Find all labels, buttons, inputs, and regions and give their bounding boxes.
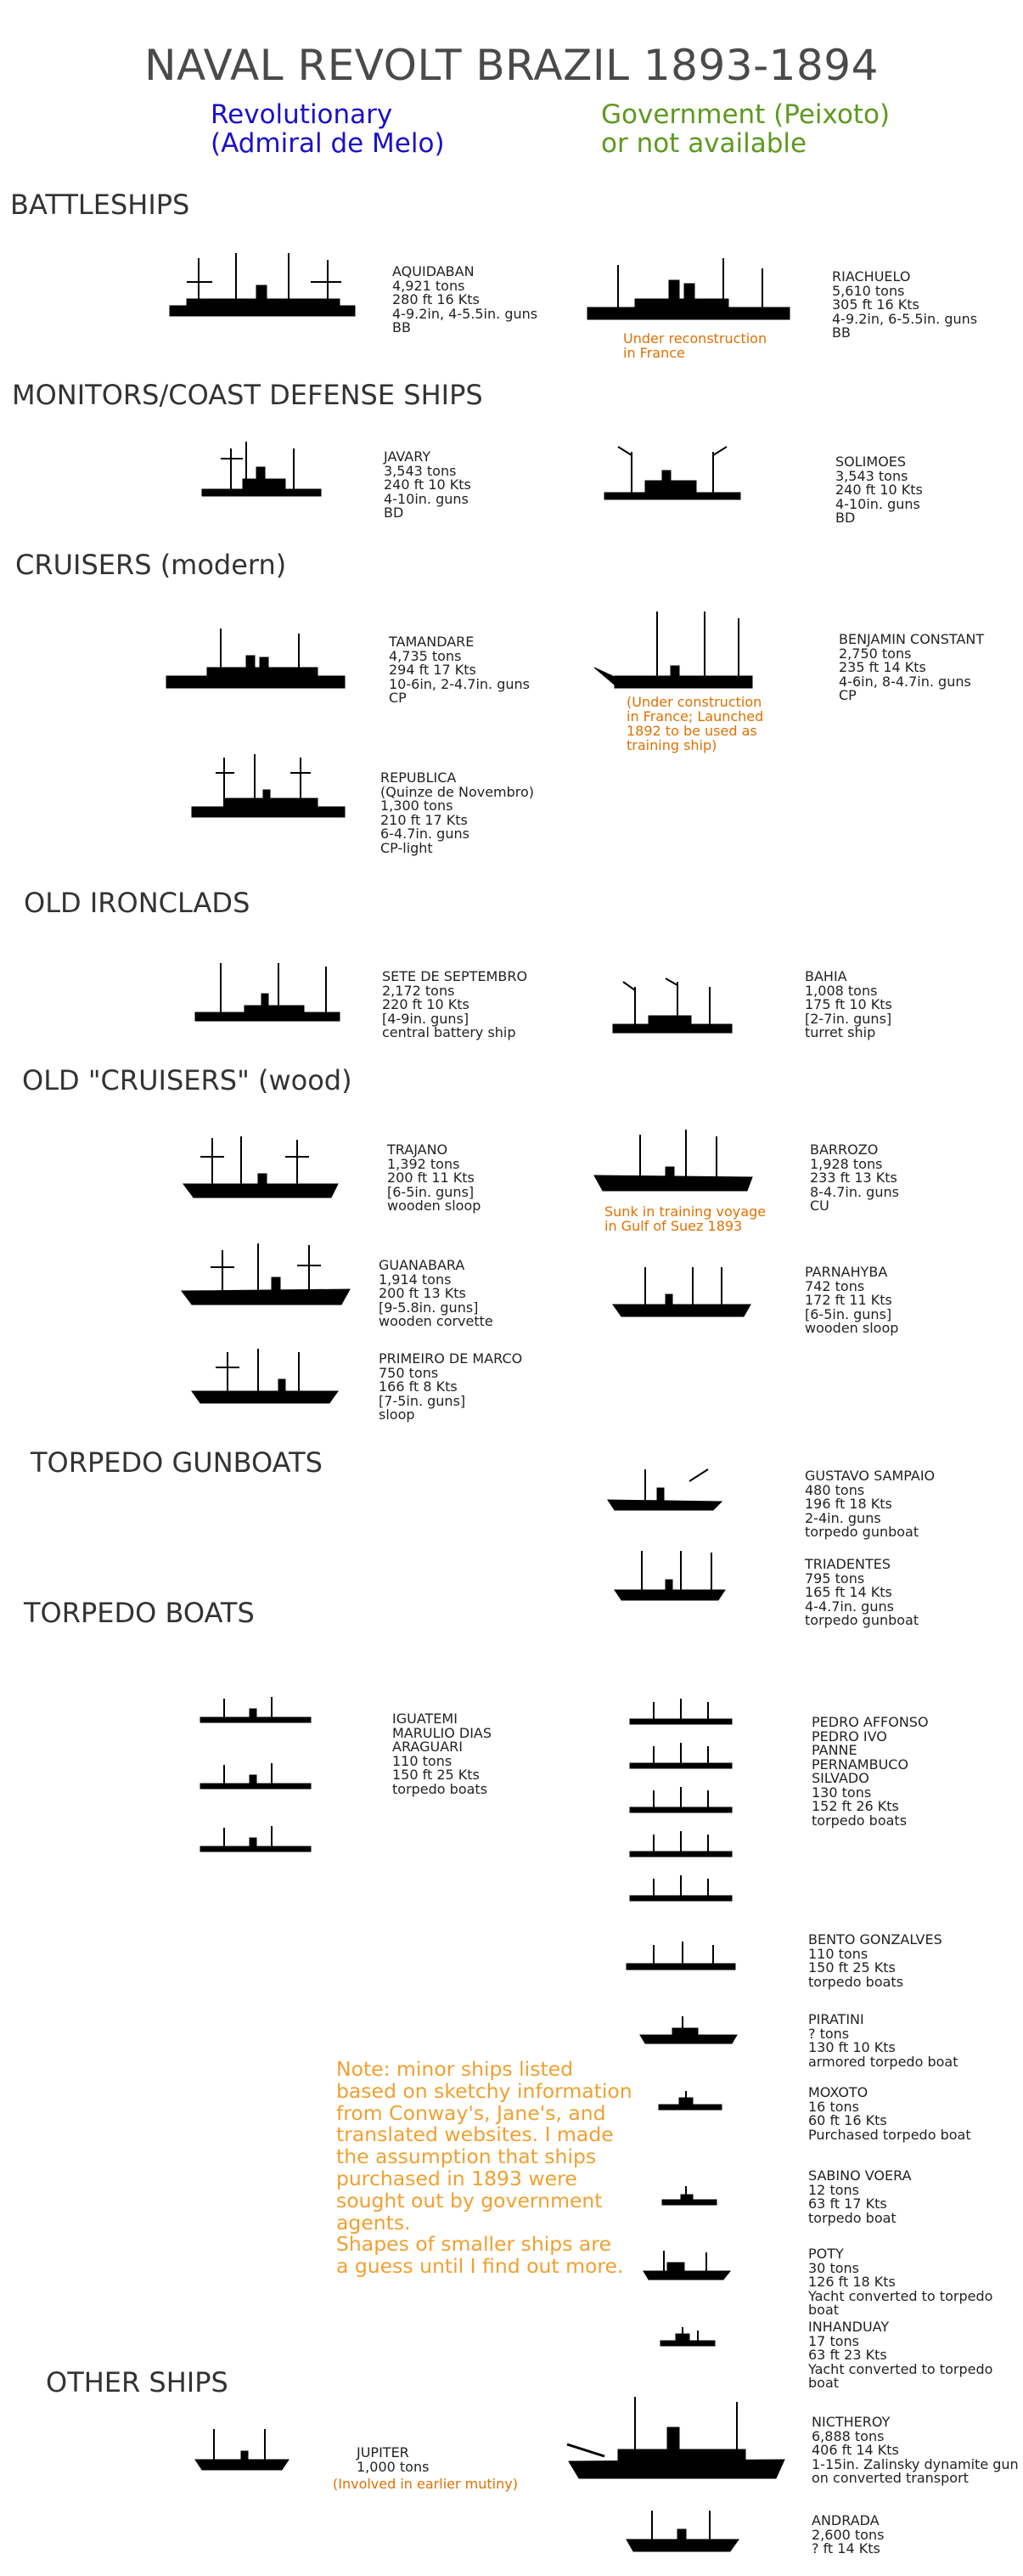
ship-silhouette-sabino-voera [660, 2184, 720, 2210]
ship-info-triadentes: TRIADENTES 795 tons 165 ft 14 Kts 4-4.7in. guns torpedo gunboat [805, 1556, 919, 1628]
ship-note-jupiter: (Involved in earlier mutiny) [333, 2476, 518, 2492]
ship-silhouette-barrozo [594, 1130, 756, 1198]
ship-silhouette-bento-gonzalves [625, 1940, 744, 1977]
page-title: NAVAL REVOLT BRAZIL 1893-1894 [144, 41, 879, 90]
ship-info-parnahyba: PARNAHYBA 742 tons 172 ft 11 Kts [6-5in. guns] wooden sloop [805, 1264, 899, 1336]
ship-silhouette-nictheroy [567, 2393, 788, 2487]
ship-silhouette-torpedo-boat [199, 1695, 318, 1729]
ship-info-jupiter: JUPITER 1,000 tons [357, 2444, 430, 2475]
ship-silhouette-trajano [182, 1136, 343, 1204]
ship-info-bento-gonzalves: BENTO GONZALVES 110 tons 150 ft 25 Kts torpedo boats [808, 1931, 942, 1990]
ship-silhouette-riachuelo [584, 255, 796, 331]
ship-info-guanabara: GUANABARA 1,914 tons 200 ft 13 Kts [9-5.8in. guns] wooden corvette [379, 1257, 493, 1329]
ship-info-sete-de-septembro: SETE DE SEPTEMBRO 2,172 tons 220 ft 10 Kts [4-9in. guns] central battery ship [382, 968, 528, 1040]
ship-silhouette-andrada [625, 2507, 744, 2558]
ship-info-inhanduay: INHANDUAY 17 tons 63 ft 23 Kts Yacht converted to torpedo boat [808, 2319, 993, 2391]
note-minor-ships: Note: minor ships listed based on sketchy information from Conway's, Jane's, and translated websites. I made the assumption that ships purchased in 1893 were sought out by government agents. Shapes of smaller ships are a guess until I find out more. [336, 2057, 632, 2279]
ship-info-iguatemi: IGUATEMI MARULIO DIAS ARAGUARI 110 tons 150 ft 25 Kts torpedo boats [392, 1711, 492, 1797]
ship-silhouette-javary [200, 442, 328, 501]
ship-silhouette-parnahyba [611, 1262, 756, 1322]
ship-info-aquidaban: AQUIDABAN 4,921 tons 280 ft 16 Kts 4-9.2in, 4-5.5in. guns BB [392, 263, 538, 335]
ship-silhouette-gustavo-sampaio [608, 1463, 727, 1513]
section-monitors: MONITORS/COAST DEFENSE SHIPS [12, 379, 483, 411]
ship-silhouette-torpedo-boat [628, 1697, 739, 1731]
section-other-ships: OTHER SHIPS [46, 2366, 228, 2398]
ship-silhouette-tamandare [165, 625, 351, 693]
ship-info-piratini: PIRATINI ? tons 130 ft 10 Kts armored torpedo boat [808, 2011, 958, 2070]
ship-silhouette-moxoto [657, 2089, 725, 2115]
ship-info-javary: JAVARY 3,543 tons 240 ft 10 Kts 4-10in. guns BD [384, 448, 471, 521]
section-cruisers: CRUISERS (modern) [15, 549, 287, 581]
ship-info-sabino-voera: SABINO VOERA 12 tons 63 ft 17 Kts torpedo boat [808, 2167, 912, 2226]
ship-note-barrozo: Sunk in training voyage in Gulf of Suez 1893 [604, 1203, 767, 1234]
ship-info-trajano: TRAJANO 1,392 tons 200 ft 11 Kts [6-5in. guns] wooden sloop [387, 1141, 481, 1214]
ship-silhouette-torpedo-boat [199, 1824, 318, 1858]
ship-silhouette-republica [190, 753, 351, 820]
legend-government: Government (Peixoto) or not available [601, 99, 891, 159]
ship-info-pedro-affonso: PEDRO AFFONSO PEDRO IVO PANNE PERNAMBUCO SILVADO 130 tons 152 ft 26 Kts torpedo boats [812, 1714, 929, 1829]
ship-info-moxoto: MOXOTO 16 tons 60 ft 16 Kts Purchased torpedo boat [808, 2084, 971, 2143]
ship-info-poty: POTY 30 tons 126 ft 18 Kts Yacht converted to torpedo boat [808, 2246, 993, 2318]
ship-info-primeiro-de-marco: PRIMEIRO DE MARCO 750 tons 166 ft 8 Kts [7-5in. guns] sloop [379, 1350, 523, 1423]
ship-silhouette-poty [642, 2249, 735, 2283]
section-battleships: BATTLESHIPS [10, 189, 190, 221]
ship-info-barrozo: BARROZO 1,928 tons 233 ft 13 Kts 8-4.7in. guns CU [810, 1141, 899, 1214]
ship-silhouette-triadentes [613, 1546, 732, 1605]
ship-silhouette-torpedo-boat [628, 1874, 739, 1908]
section-torpedo-gunboats: TORPEDO GUNBOATS [31, 1446, 323, 1479]
ship-silhouette-guanabara [180, 1243, 358, 1311]
ship-info-tamandare: TAMANDARE 4,735 tons 294 ft 17 Kts 10-6in, 2-4.7in. guns CP [389, 634, 530, 706]
ship-silhouette-jupiter [194, 2426, 295, 2477]
ship-info-republica: REPUBLICA (Quinze de Novembro) 1,300 tons 210 ft 17 Kts 6-4.7in. guns CP-light [380, 769, 535, 856]
ship-silhouette-bahia [610, 978, 737, 1038]
ship-silhouette-benjamin-constant [594, 608, 756, 693]
ship-silhouette-solimoes [603, 445, 747, 504]
ship-silhouette-torpedo-boat [199, 1761, 318, 1795]
ship-silhouette-primeiro-de-marco [190, 1349, 343, 1408]
ship-silhouette-inhanduay [659, 2325, 718, 2351]
section-torpedo-boats: TORPEDO BOATS [24, 1597, 255, 1629]
ship-silhouette-torpedo-boat [628, 1785, 739, 1819]
ship-info-solimoes: SOLIMOES 3,543 tons 240 ft 10 Kts 4-10in. guns BD [835, 454, 923, 526]
section-old-ironclads: OLD IRONCLADS [24, 887, 250, 919]
ship-silhouette-torpedo-boat [628, 1829, 739, 1863]
ship-note-riachuelo: Under reconstruction in France [623, 330, 767, 361]
ship-info-benjamin-constant: BENJAMIN CONSTANT 2,750 tons 235 ft 14 Kts 4-6in, 8-4.7in. guns CP [839, 631, 985, 703]
ship-silhouette-sete-de-septembro [194, 956, 346, 1024]
ship-silhouette-torpedo-boat [628, 1741, 739, 1775]
section-old-cruisers: OLD "CRUISERS" (wood) [22, 1064, 352, 1096]
ship-info-riachuelo: RIACHUELO 5,610 tons 305 ft 16 Kts 4-9.2in, 6-5.5in. guns BB [832, 268, 978, 341]
ship-note-benjamin-constant: (Under construction in France; Launched 1892 to be used as training ship) [627, 694, 764, 753]
ship-info-andrada: ANDRADA 2,600 tons ? ft 14 Kts [812, 2512, 885, 2556]
ship-silhouette-piratini [638, 2015, 740, 2049]
legend-revolutionary: Revolutionary (Admiral de Melo) [211, 99, 445, 159]
ship-info-bahia: BAHIA 1,008 tons 175 ft 10 Kts [2-7in. guns] turret ship [805, 968, 892, 1040]
ship-info-gustavo-sampaio: GUSTAVO SAMPAIO 480 tons 196 ft 18 Kts 2-4in. guns torpedo gunboat [805, 1468, 936, 1540]
ship-silhouette-aquidaban [161, 251, 365, 328]
ship-info-nictheroy: NICTHEROY 6,888 tons 406 ft 14 Kts 1-15in. Zalinsky dynamite gun on converted transport [812, 2414, 1019, 2486]
